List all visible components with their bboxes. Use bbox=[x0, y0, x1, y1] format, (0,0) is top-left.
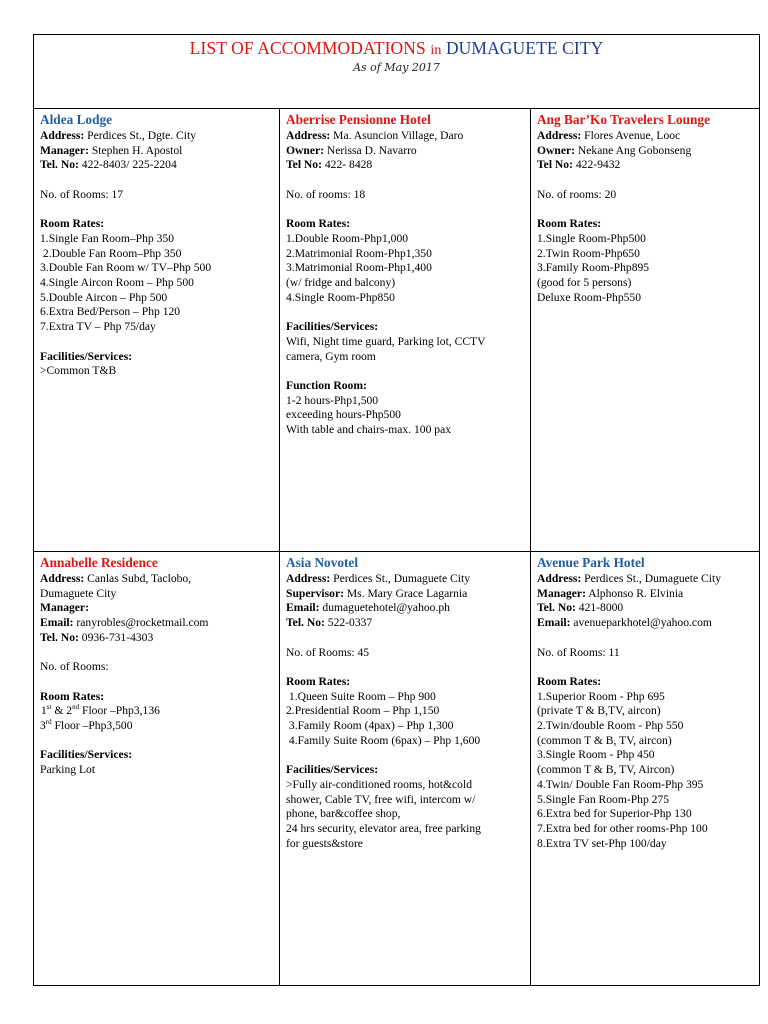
email-line bbox=[40, 616, 275, 631]
tel-value: 422- 8428 bbox=[324, 158, 373, 172]
rate-item: 3.Matrimonial Room-Php1,400 bbox=[286, 261, 432, 275]
manager-line bbox=[40, 601, 275, 616]
rate-item: 3.Family Room-Php895 bbox=[537, 261, 650, 275]
owner-label: Owner: bbox=[286, 143, 324, 157]
address-line bbox=[537, 572, 755, 587]
address-label: Address: bbox=[537, 129, 582, 142]
rate-item: (common T & B, TV, Aircon) bbox=[537, 763, 675, 777]
manager-line bbox=[40, 144, 275, 159]
manager-label: Manager: bbox=[40, 143, 89, 157]
email-label: Email: bbox=[537, 616, 571, 630]
email-label: Email: bbox=[286, 601, 320, 615]
tel-label: Tel No: bbox=[286, 158, 322, 172]
address-line bbox=[286, 129, 526, 144]
supervisor-value: Ms. Mary Grace Lagarnia bbox=[346, 586, 468, 600]
rate-item: 5.Double Aircon – Php 500 bbox=[40, 290, 168, 304]
rate-item: 4.Single Aircon Room – Php 500 bbox=[40, 276, 194, 289]
facilities-label: Facilities/Services: bbox=[40, 349, 133, 363]
row-divider bbox=[34, 551, 759, 552]
hotel-card-avenue-park bbox=[531, 555, 759, 851]
tel-value: 422-8403/ 225-2204 bbox=[81, 158, 177, 172]
tel-label: Tel. No: bbox=[537, 601, 576, 615]
hotel-name: Asia Novotel bbox=[286, 555, 359, 570]
hotel-card-aldea-lodge bbox=[34, 112, 279, 379]
supervisor-label: Supervisor: bbox=[286, 586, 344, 600]
manager-label: Manager: bbox=[537, 586, 586, 600]
tel-line bbox=[286, 158, 526, 173]
address-value: Perdices St., Dumaguete City bbox=[333, 572, 471, 585]
rates-label: Room Rates: bbox=[537, 674, 602, 688]
owner-line bbox=[537, 144, 755, 159]
rates-label: Room Rates: bbox=[40, 689, 105, 703]
hotel-card-annabelle-residence bbox=[34, 555, 279, 778]
rate-item: 1.Single Room-Php500 bbox=[537, 231, 646, 245]
rate-item: 1.Single Fan Room–Php 350 bbox=[40, 231, 174, 245]
facility-item: 24 hrs security, elevator area, free parking bbox=[286, 821, 481, 835]
rate-item: 2.Twin/double Room - Php 550 bbox=[537, 719, 684, 732]
rate-item: 1.Queen Suite Room – Php 900 bbox=[286, 689, 436, 703]
email-line bbox=[537, 616, 755, 631]
facility-item: Parking Lot bbox=[40, 763, 96, 777]
email-line bbox=[286, 601, 526, 616]
table-header bbox=[34, 35, 759, 109]
email-value: ranyrobles@rocketmail.com bbox=[76, 616, 209, 630]
title-in: in bbox=[430, 43, 442, 58]
address-line bbox=[286, 572, 526, 587]
rate-item: (common T & B, TV, aircon) bbox=[537, 733, 672, 747]
address-line bbox=[537, 129, 755, 144]
rate-item: 1st & 2nd Floor –Php3,136 bbox=[41, 703, 160, 718]
rate-item: 1.Superior Room - Php 695 bbox=[537, 689, 665, 703]
rate-item: 2.Twin Room-Php650 bbox=[537, 246, 640, 260]
rate-item: 6.Extra Bed/Person – Php 120 bbox=[40, 305, 181, 319]
rooms-count: No. of Rooms: 45 bbox=[286, 645, 370, 659]
rooms-count: No. of rooms: 18 bbox=[286, 187, 366, 201]
rate-item: 1.Double Room-Php1,000 bbox=[286, 231, 409, 245]
rooms-count: No. of rooms: 20 bbox=[537, 187, 617, 201]
tel-line bbox=[286, 616, 526, 631]
hotel-name: Annabelle Residence bbox=[40, 555, 158, 570]
rates-label: Room Rates: bbox=[286, 217, 351, 231]
facilities-label: Facilities/Services: bbox=[286, 763, 379, 777]
tel-label: Tel. No: bbox=[40, 158, 79, 172]
facility-item: shower, Cable TV, free wifi, intercom w/ bbox=[286, 792, 476, 806]
rates-label: Room Rates: bbox=[40, 217, 105, 231]
facility-item: phone, bar&coffee shop, bbox=[286, 807, 401, 821]
tel-line bbox=[537, 158, 755, 173]
function-room-label: Function Room: bbox=[286, 378, 367, 392]
tel-value: 0936-731-4303 bbox=[81, 630, 154, 644]
hotel-card-aberrise-pensionne bbox=[280, 112, 530, 438]
address-value: Flores Avenue, Looc bbox=[584, 129, 681, 142]
address-value: Ma. Asuncion Village, Daro bbox=[333, 129, 464, 142]
manager-label: Manager: bbox=[40, 601, 89, 615]
address-value: Perdices St., Dumaguete City bbox=[584, 572, 722, 585]
rate-item: (good for 5 persons) bbox=[537, 276, 632, 289]
facility-item: for guests&store bbox=[286, 836, 363, 850]
email-value: avenueparkhotel@yahoo.com bbox=[573, 616, 712, 630]
rate-item: 3rd Floor –Php3,500 bbox=[40, 718, 133, 732]
rate-item: 5.Single Fan Room-Php 275 bbox=[537, 792, 670, 806]
hotel-card-asia-novotel bbox=[280, 555, 530, 851]
address-label: Address: bbox=[286, 572, 331, 585]
rates-label: Room Rates: bbox=[286, 674, 351, 688]
rate-item: (private T & B,TV, aircon) bbox=[537, 704, 661, 718]
title-red: LIST OF ACCOMMODATIONS bbox=[189, 38, 426, 58]
rate-item: 3.Family Room (4pax) – Php 1,300 bbox=[286, 719, 454, 732]
function-item: 1-2 hours-Php1,500 bbox=[286, 393, 379, 407]
rooms-count: No. of Rooms: 11 bbox=[537, 645, 620, 659]
address-label: Address: bbox=[40, 129, 85, 142]
rate-item: 6.Extra bed for Superior-Php 130 bbox=[537, 807, 692, 821]
owner-line bbox=[286, 144, 526, 159]
tel-line bbox=[537, 601, 755, 616]
function-item: exceeding hours-Php500 bbox=[286, 408, 401, 422]
address-line bbox=[40, 129, 275, 144]
rate-item: 3.Double Fan Room w/ TV–Php 500 bbox=[40, 261, 212, 275]
hotel-name: Aberrise Pensionne Hotel bbox=[286, 112, 431, 127]
email-label: Email: bbox=[40, 616, 74, 630]
manager-line bbox=[537, 587, 755, 602]
facilities-label: Facilities/Services: bbox=[40, 748, 133, 762]
rate-item: 4.Single Room-Php850 bbox=[286, 290, 395, 304]
rate-item: 4.Family Suite Room (6pax) – Php 1,600 bbox=[286, 733, 481, 747]
rate-item: (w/ fridge and balcony) bbox=[286, 276, 396, 289]
address-label: Address: bbox=[286, 129, 331, 142]
rate-item: 2.Double Fan Room–Php 350 bbox=[40, 246, 182, 260]
function-item: With table and chairs-max. 100 pax bbox=[286, 423, 452, 436]
rate-item: 2.Matrimonial Room-Php1,350 bbox=[286, 246, 432, 260]
supervisor-line bbox=[286, 587, 526, 602]
rooms-count: No. of Rooms: bbox=[40, 660, 109, 674]
manager-value: Stephen H. Apostol bbox=[91, 143, 183, 157]
rates-label: Room Rates: bbox=[537, 217, 602, 231]
facility-item: camera, Gym room bbox=[286, 349, 376, 363]
manager-value: Alphonso R. Elvinia bbox=[588, 586, 684, 600]
address-label: Address: bbox=[40, 572, 85, 585]
rate-item: 8.Extra TV set-Php 100/day bbox=[537, 836, 667, 850]
address-line bbox=[40, 572, 275, 587]
address-label: Address: bbox=[537, 572, 582, 585]
facility-item: >Common T&B bbox=[40, 364, 117, 378]
tel-value: 421-8000 bbox=[578, 601, 624, 615]
owner-value: Nekane Ang Gobonseng bbox=[577, 143, 692, 157]
address-value: Canlas Subd, Taclobo, bbox=[87, 572, 192, 585]
tel-value: 422-9432 bbox=[575, 158, 621, 172]
tel-label: Tel No: bbox=[537, 158, 573, 172]
rate-item: 7.Extra TV – Php 75/day bbox=[40, 320, 156, 334]
hotel-name: Avenue Park Hotel bbox=[537, 555, 645, 570]
rooms-count: No. of Rooms: 17 bbox=[40, 187, 124, 201]
accommodations-table bbox=[33, 34, 760, 986]
tel-label: Tel. No: bbox=[40, 630, 79, 644]
tel-line bbox=[40, 631, 275, 646]
owner-value: Nerissa D. Navarro bbox=[326, 143, 417, 157]
rate-item: 3.Single Room - Php 450 bbox=[537, 748, 655, 762]
facility-item: >Fully air-conditioned rooms, hot&cold bbox=[286, 777, 472, 791]
address-line-2: Dumaguete City bbox=[40, 586, 117, 600]
address-value: Perdices St., Dgte. City bbox=[87, 129, 197, 142]
tel-label: Tel. No: bbox=[286, 616, 325, 630]
facilities-label: Facilities/Services: bbox=[286, 320, 379, 334]
hotel-name: Ang Bar’Ko Travelers Lounge bbox=[537, 112, 710, 127]
tel-line bbox=[40, 158, 275, 173]
title-blue: DUMAGUETE CITY bbox=[445, 38, 604, 58]
owner-label: Owner: bbox=[537, 143, 575, 157]
page-subtitle: As of May 2017 bbox=[353, 61, 440, 74]
rate-item: Deluxe Room-Php550 bbox=[537, 290, 642, 304]
facility-item: Wifi, Night time guard, Parking lot, CCTV bbox=[286, 334, 486, 348]
rate-item: 4.Twin/ Double Fan Room-Php 395 bbox=[537, 777, 704, 791]
page-title bbox=[34, 38, 759, 61]
email-value: dumaguetehotel@yahoo.ph bbox=[322, 601, 450, 615]
hotel-card-ang-barko bbox=[531, 112, 759, 305]
hotel-name: Aldea Lodge bbox=[40, 112, 113, 127]
rate-item: 7.Extra bed for other rooms-Php 100 bbox=[537, 821, 708, 835]
tel-value: 522-0337 bbox=[327, 616, 373, 630]
rate-item: 2.Presidential Room – Php 1,150 bbox=[286, 704, 440, 718]
